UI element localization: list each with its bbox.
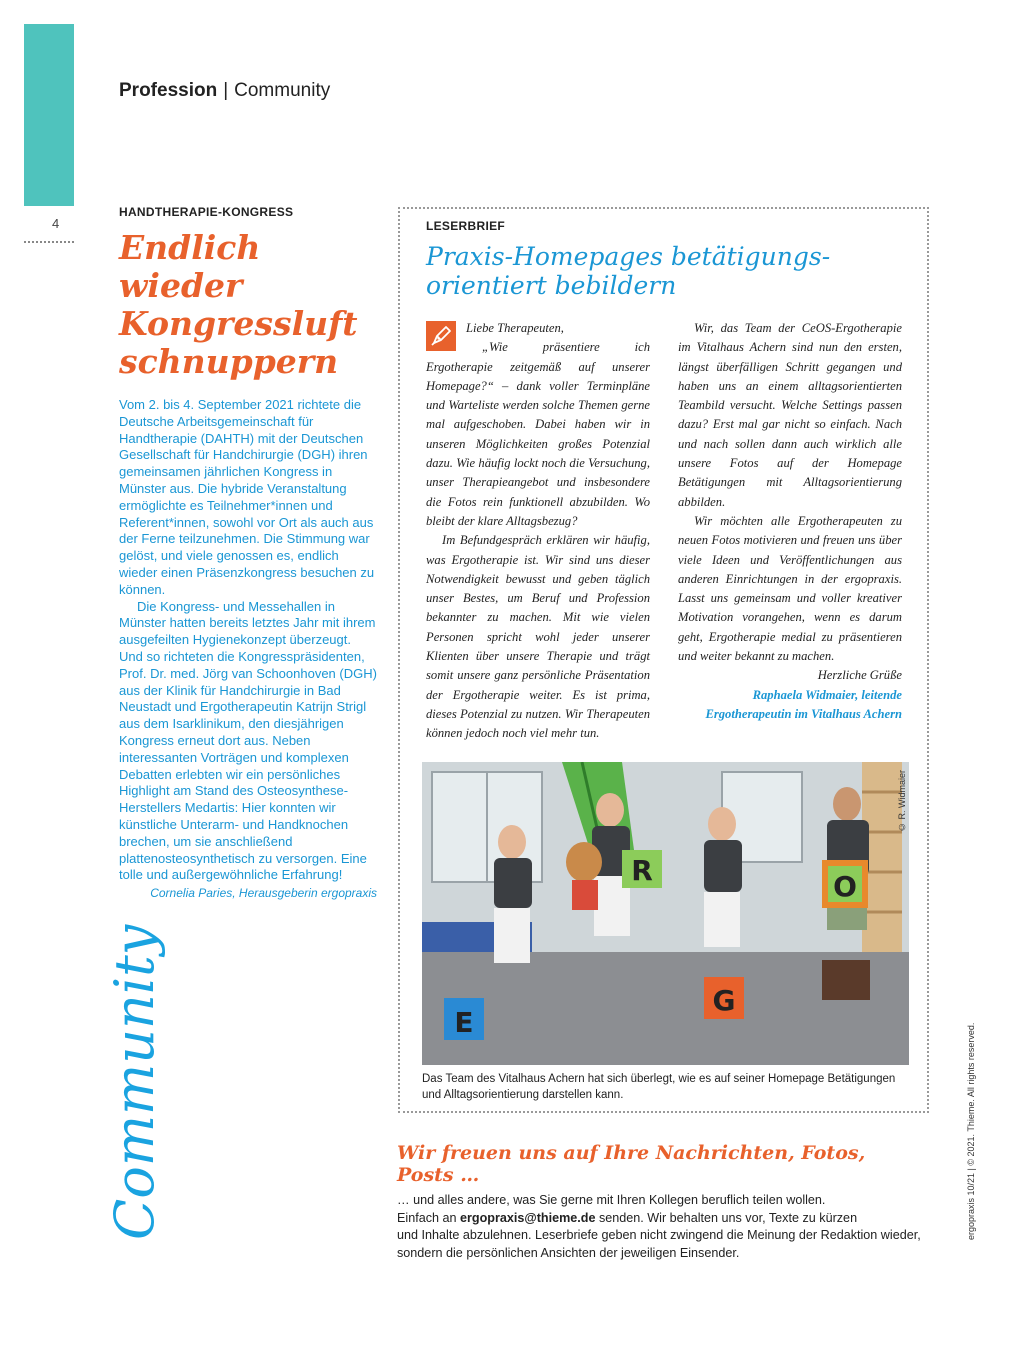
vertical-section-label: Community [103, 924, 166, 1240]
team-photo-illustration [422, 762, 909, 1065]
header-section: Profession [119, 80, 218, 101]
letter-kicker: LESERBRIEF [426, 219, 506, 233]
header-subsection: Community [234, 80, 331, 101]
photo-letter-r: R [631, 854, 653, 887]
photo-credit: © R. Widmaier [897, 770, 907, 833]
congress-body [119, 397, 377, 902]
copyright-notice: ergopraxis 10/21 | © 2021. Thieme. All rights reserved. [966, 1022, 976, 1240]
congress-paragraph-2: Die Kongress- und Messehallen in Münster hatten bereits letztes Jahr mit ihrem ausgefeilten Hygienekonzept überzeugt. Und so richteten die Kongresspräsidenten, Prof. Dr. med. Jörg van Schoonhoven (DGH) aus der Klinik für Handchirurgie in Bad Neustadt und Ergotherapeutin Katrijn Strigl aus dem Isarklinikum, den diesjährigen Kongress erneut dort aus. Neben interessanten Vorträgen und komplexen Debatten erlebten wir ein persönliches Highlight am Stand des Osteosynthese-Herstellers Medartis: Hier konnten wir künstliche Unterarm- und Handknochen brechen, um sie anschließend plattenosteosynthetisch zu versorgen. Eine tolle und außergewöhnliche Erfahrung! [119, 598, 377, 883]
photo-letter-g: G [712, 984, 736, 1017]
section-header [119, 80, 330, 102]
submission-email-link[interactable]: ergopraxis@thieme.de [460, 1210, 596, 1225]
submission-line-2-pre: Einfach an [397, 1210, 461, 1225]
congress-paragraph-1: Vom 2. bis 4. September 2021 richtete die Deutsche Arbeitsgemeinschaft für Handtherapie (DAHTH) mit der Deutschen Gesellschaft für Handchirurgie (DGH) ihren gemeinsamen jährlichen Kongress in Münster aus. Die hybride Veranstaltung ermöglichte es Teilnehmer*innen und Referent*innen, sowohl vor Ort als auch aus der Ferne teilzunehmen. Die Stimmung war gelöst, und viele genossen es, endlich wieder einen Präsenzkongress besuchen zu können. [119, 397, 375, 597]
submission-title: Wir freuen uns auf Ihre Nachrichten, Fotos, Posts … [397, 1142, 866, 1186]
letter-paragraph-3: Wir, das Team der CeOS-Ergotherapie im Vitalhaus Achern sind nun den ersten, längst überfälligen Schritt gegangen und haben uns an einem alltagsorientierten Teambild versucht. Welche Settings passen dazu? Erst mal gar nicht so einfach. Nach und nach sollen dann auch wirklich alle unsere Fotos auf der Homepage Betätigungen mit Alltagsorientierung abbilden. [678, 321, 902, 509]
page-number-divider [24, 241, 74, 243]
reader-letter-box [398, 207, 929, 1113]
submission-line-2-post: senden. Wir behalten uns vor, Texte zu kürzen [595, 1210, 858, 1225]
congress-article [119, 205, 377, 902]
photo-letter-o: O [833, 870, 857, 903]
pen-icon [426, 321, 456, 351]
letter-signature: Raphaela Widmaier, leitende Ergotherapeutin im Vitalhaus Achern [705, 687, 902, 721]
team-photo [422, 762, 909, 1065]
submission-line-2 [397, 1210, 927, 1228]
photo-caption: Das Team des Vitalhaus Achern hat sich überlegt, wie es auf seiner Homepage Betätigungen und Alltagsorientierung darstellen kann. [422, 1073, 896, 1101]
congress-title: Endlich wieder Kongressluft schnuppern [119, 228, 358, 381]
congress-kicker: HANDTHERAPIE-KONGRESS [119, 205, 294, 219]
section-color-bar [24, 24, 74, 206]
photo-letter-e: E [454, 1006, 474, 1039]
letter-greeting: Herzliche Grüße [817, 668, 902, 683]
letter-title: Praxis-Homepages betätigungsorientiert bebildern [426, 242, 831, 300]
submission-line-3: und Inhalte abzulehnen. Leserbriefe geben nicht zwingend die Meinung der Redaktion wieder, sondern die persönlichen Ansichten der jeweiligen Einsender. [397, 1228, 921, 1260]
letter-paragraph-4: Wir möchten alle Ergotherapeuten zu neuen Fotos motivieren und freuen uns über viele Ideen und Veröffentlichungen aus anderen Einrichtungen in der ergopraxis. Lasst uns gemeinsam und voller kreativer Motivation vorangehen, wenn es darum geht, Ergotherapie medial zu präsentieren und weiter bekannt zu machen. [678, 513, 902, 664]
letter-paragraph-1: „Wie präsentiere ich Ergotherapie zeitgemäß auf unserer Homepage?“ – dank voller Terminpläne und Warteliste werden solche Themen gerne mal aufgeschoben. Dabei haben wir in unseren Möglichkeiten großes Potenzial dazu. Wie häufig lockt noch die Versuchung, unser Therapieangebot und insbesondere die Fotos rein funktionell abzubilden. Wo bleibt der klare Alltagsbezug? [426, 340, 650, 528]
letter-salutation: Liebe Therapeuten, [466, 321, 564, 335]
submission-call [397, 1142, 927, 1262]
submission-text [397, 1192, 927, 1262]
letter-column-2 [678, 319, 902, 724]
page-number: 4 [52, 216, 60, 231]
submission-line-1: … und alles andere, was Sie gerne mit Ihren Kollegen beruflich teilen wollen. [397, 1193, 826, 1207]
letter-column-1 [426, 319, 650, 744]
letter-paragraph-2: Im Befundgespräch erklären wir häufig, was Ergotherapie ist. Wir sind uns dieser Notwendigkeit bewusst und geben täglich unser Bestes, um Beruf und Profession bekannter zu machen. Mit wie vielen Personen spricht wohl jeder unserer Klienten über unsere Therapie und trägt somit unsere ganz persönliche Präsentation der Ergotherapie weiter. Es ist prima, dieses Potenzial zu nutzen. Wir Therapeuten können jedoch noch viel mehr tun. [426, 533, 650, 741]
header-separator: | [223, 80, 229, 101]
congress-signature: Cornelia Paries, Herausgeberin ergopraxis [150, 886, 377, 901]
